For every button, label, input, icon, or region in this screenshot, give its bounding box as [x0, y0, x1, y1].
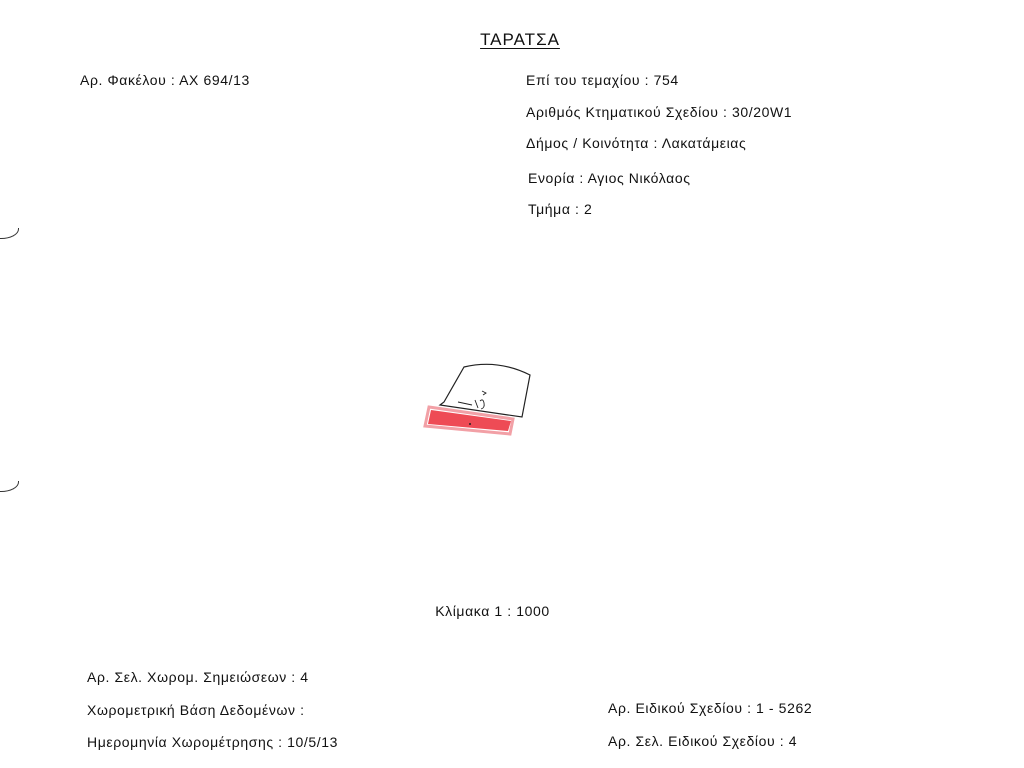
- cadastral-sheet: Αριθμός Κτηματικού Σχεδίου : 30/20W1: [526, 104, 793, 120]
- dimension-annotation: [458, 391, 486, 409]
- parcel-number: Επί του τεμαχίου : 754: [526, 72, 679, 88]
- survey-date: Ημερομηνία Χωρομέτρησης : 10/5/13: [87, 734, 339, 750]
- scale-label: Κλίμακα 1 : 1000: [435, 603, 550, 619]
- special-plan-number: Αρ. Ειδικού Σχεδίου : 1 - 5262: [608, 700, 813, 716]
- survey-database: Χωρομετρική Βάση Δεδομένων :: [87, 702, 305, 718]
- parish: Ενορία : Αγιος Νικόλαος: [528, 170, 691, 186]
- page-title: ΤΑΡΑΤΣΑ: [480, 30, 560, 49]
- file-number: Αρ. Φακέλου : ΑΧ 694/13: [80, 72, 250, 88]
- municipality: Δήμος / Κοινότητα : Λακατάμειας: [526, 135, 747, 151]
- margin-mark-upper: [0, 228, 19, 239]
- point-marker: [469, 423, 471, 425]
- survey-notes-pages: Αρ. Σελ. Χωρομ. Σημειώσεων : 4: [87, 669, 309, 685]
- section-number: Τμήμα : 2: [528, 201, 593, 217]
- margin-mark-lower: [0, 481, 19, 492]
- plan-sketch: [420, 355, 540, 445]
- special-plan-pages: Αρ. Σελ. Ειδικού Σχεδίου : 4: [608, 733, 798, 749]
